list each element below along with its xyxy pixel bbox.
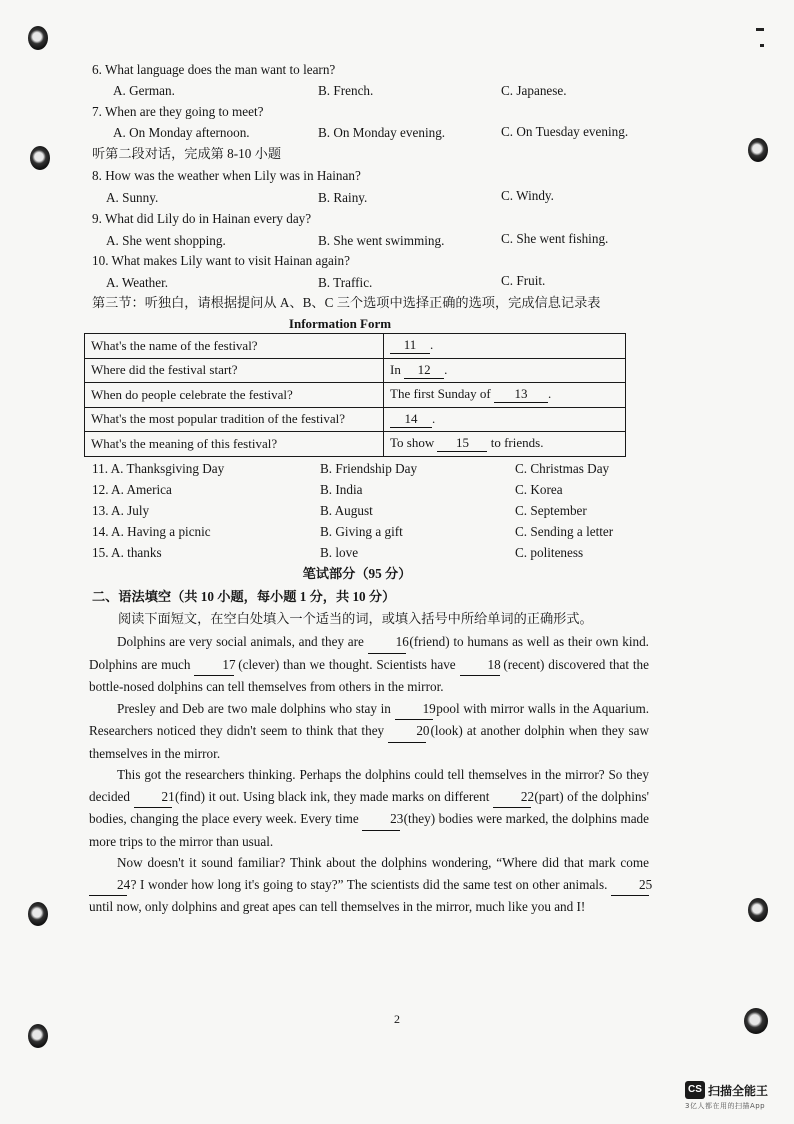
passage-paragraph-3 bbox=[89, 764, 649, 852]
blank-12[interactable]: 12 bbox=[404, 362, 444, 379]
camscanner-logo-icon: CS bbox=[685, 1081, 705, 1099]
passage-text: until now, only dolphins and great apes can tell themselves in the mirror, much like you and I! bbox=[89, 899, 586, 914]
q11-option-c[interactable]: C. Christmas Day bbox=[515, 461, 610, 476]
table-row bbox=[85, 383, 626, 408]
form-answer-cell[interactable] bbox=[384, 358, 626, 383]
grammar-heading: 二、语法填空（共 10 小题，每小题 1 分，共 10 分） bbox=[92, 589, 396, 604]
passage-text: pool with mirror walls in the Aquarium. Researchers noticed they didn't seem to think that they bbox=[89, 700, 649, 738]
q14-option-c[interactable]: C. Sending a letter bbox=[515, 524, 614, 539]
q9-option-c[interactable]: C. She went fishing. bbox=[501, 231, 609, 246]
page-number: 2 bbox=[394, 1012, 400, 1026]
binder-hole-icon bbox=[30, 146, 50, 170]
form-suffix: . bbox=[444, 361, 448, 377]
passage-text: Dolphins are very social animals, and they are bbox=[117, 634, 368, 649]
binder-hole-icon bbox=[28, 26, 48, 50]
q12-option-a[interactable]: 12. A. America bbox=[92, 482, 172, 497]
blank-13[interactable]: 13 bbox=[494, 386, 548, 403]
form-title: Information Form bbox=[288, 316, 392, 331]
blank-25[interactable]: 25 bbox=[611, 874, 649, 897]
q7-option-b[interactable]: B. On Monday evening. bbox=[318, 125, 446, 140]
question-7: 7. When are they going to meet? bbox=[92, 104, 264, 119]
q13-option-c[interactable]: C. September bbox=[515, 503, 587, 518]
passage-text: (clever) than we thought. Scientists have bbox=[234, 656, 460, 672]
q7-option-c[interactable]: C. On Tuesday evening. bbox=[501, 124, 629, 139]
q8-option-b[interactable]: B. Rainy. bbox=[318, 190, 368, 205]
blank-23[interactable]: 23 bbox=[362, 808, 400, 831]
form-suffix: . bbox=[430, 337, 434, 353]
form-question: What's the most popular tradition of the festival? bbox=[85, 407, 384, 432]
form-suffix: . bbox=[432, 410, 436, 426]
table-row bbox=[85, 407, 626, 432]
grammar-passage bbox=[89, 631, 653, 918]
blank-22[interactable]: 22 bbox=[493, 786, 531, 809]
form-question: What's the name of the festival? bbox=[85, 334, 384, 359]
blank-19[interactable]: 19 bbox=[395, 698, 433, 721]
q6-option-a[interactable]: A. German. bbox=[113, 83, 175, 98]
blank-21[interactable]: 21 bbox=[134, 786, 172, 809]
q8-option-c[interactable]: C. Windy. bbox=[501, 188, 554, 203]
q8-option-a[interactable]: A. Sunny. bbox=[106, 190, 159, 205]
passage-text: ? I wonder how long it's going to stay?” The scientists did the same test on other animals. bbox=[127, 876, 611, 892]
information-form-table bbox=[84, 333, 626, 457]
q15-option-b[interactable]: B. love bbox=[320, 545, 359, 560]
form-answer-cell[interactable] bbox=[384, 383, 626, 408]
binder-hole-icon bbox=[28, 902, 48, 926]
passage-text: (friend) to humans as well as their own kind. Dolphins are much bbox=[89, 634, 649, 672]
q13-option-b[interactable]: B. August bbox=[320, 503, 373, 518]
passage-paragraph-2 bbox=[89, 698, 649, 765]
q9-option-a[interactable]: A. She went shopping. bbox=[106, 233, 226, 248]
q6-option-b[interactable]: B. French. bbox=[318, 83, 374, 98]
form-answer-cell[interactable] bbox=[384, 407, 626, 432]
table-row bbox=[85, 334, 626, 359]
q15-option-a[interactable]: 15. A. thanks bbox=[92, 545, 162, 560]
question-8: 8. How was the weather when Lily was in Hainan? bbox=[92, 168, 361, 183]
form-suffix: . bbox=[547, 386, 552, 402]
blank-17[interactable]: 17 bbox=[194, 654, 234, 677]
q14-option-b[interactable]: B. Giving a gift bbox=[320, 524, 403, 539]
passage-text: Now doesn't it sound familiar? Think about the dolphins wondering, “Where did that mark come bbox=[117, 855, 649, 870]
grammar-instruction: 阅读下面短文，在空白处填入一个适当的词，或填入括号中所给单词的正确形式。 bbox=[118, 611, 593, 626]
q11-option-b[interactable]: B. Friendship Day bbox=[320, 461, 418, 476]
q12-option-b[interactable]: B. India bbox=[320, 482, 363, 497]
form-question: When do people celebrate the festival? bbox=[85, 383, 384, 408]
binder-hole-icon bbox=[748, 138, 768, 162]
form-prefix: To show bbox=[390, 435, 438, 451]
scanner-watermark bbox=[685, 1081, 768, 1111]
passage-text: Presley and Deb are two male dolphins who stay in bbox=[117, 700, 395, 716]
form-answer-cell[interactable] bbox=[384, 334, 626, 359]
binder-hole-icon bbox=[748, 898, 768, 922]
question-6: 6. What language does the man want to learn? bbox=[92, 62, 336, 77]
passage-text: (find) it out. Using black ink, they made marks on different bbox=[171, 788, 493, 804]
table-row bbox=[85, 432, 626, 457]
q7-option-a[interactable]: A. On Monday afternoon. bbox=[113, 125, 250, 140]
form-question: What's the meaning of this festival? bbox=[85, 432, 384, 457]
q14-option-a[interactable]: 14. A. Having a picnic bbox=[92, 524, 211, 539]
passage-text: (look) at another dolphin when they saw themselves in the mirror. bbox=[89, 723, 649, 761]
q12-option-c[interactable]: C. Korea bbox=[515, 482, 563, 497]
form-suffix: to friends. bbox=[487, 435, 544, 451]
form-question: Where did the festival start? bbox=[85, 358, 384, 383]
passage-text: This got the researchers thinking. Perhaps the dolphins could tell themselves in the mirror? So they decided bbox=[89, 767, 649, 804]
q11-option-a[interactable]: 11. A. Thanksgiving Day bbox=[92, 461, 225, 476]
form-prefix: The first Sunday of bbox=[390, 386, 494, 402]
passage-paragraph-1 bbox=[89, 631, 649, 698]
q10-option-c[interactable]: C. Fruit. bbox=[501, 273, 546, 288]
q9-option-b[interactable]: B. She went swimming. bbox=[318, 233, 445, 248]
binder-hole-icon bbox=[28, 1024, 48, 1048]
table-row bbox=[85, 358, 626, 383]
blank-14[interactable]: 14 bbox=[390, 411, 432, 428]
scanner-app-name: 扫描全能王 bbox=[708, 1083, 769, 1098]
q10-option-b[interactable]: B. Traffic. bbox=[318, 275, 373, 290]
passage-text: (recent) discovered that the bottle-nosed dolphins can tell themselves from others in the mirror. bbox=[89, 656, 649, 694]
form-answer-cell[interactable] bbox=[384, 432, 626, 457]
blank-24[interactable]: 24 bbox=[89, 874, 127, 897]
blank-18[interactable]: 18 bbox=[460, 654, 500, 677]
blank-16[interactable]: 16 bbox=[368, 631, 406, 654]
blank-15[interactable]: 15 bbox=[437, 435, 487, 452]
q10-option-a[interactable]: A. Weather. bbox=[106, 275, 169, 290]
q6-option-c[interactable]: C. Japanese. bbox=[501, 83, 567, 98]
question-9: 9. What did Lily do in Hainan every day? bbox=[92, 211, 312, 226]
form-prefix: In bbox=[390, 361, 405, 377]
q15-option-c[interactable]: C. politeness bbox=[515, 545, 584, 560]
question-10: 10. What makes Lily want to visit Hainan again? bbox=[92, 253, 350, 268]
written-part-title: 笔试部分（95 分） bbox=[302, 566, 412, 581]
passage-text: (they) bodies were marked, the dolphins made more trips to the mirror than usual. bbox=[89, 811, 650, 849]
blank-20[interactable]: 20 bbox=[388, 720, 426, 743]
section-3-heading: 第三节：听独白，请根据提问从 A、B、C 三个选项中选择正确的选项，完成信息记录表 bbox=[92, 295, 601, 310]
blank-11[interactable]: 11 bbox=[390, 337, 430, 354]
scan-mark-icon bbox=[760, 44, 764, 47]
passage-paragraph-4 bbox=[89, 852, 653, 918]
scan-mark-icon bbox=[756, 28, 764, 31]
scanner-tagline: 3亿人都在用的扫描App bbox=[685, 1102, 766, 1111]
q13-option-a[interactable]: 13. A. July bbox=[92, 503, 150, 518]
dialogue-2-instruction: 听第二段对话，完成第 8-10 小题 bbox=[92, 146, 282, 161]
passage-text: (part) of the dolphins' bodies, changing the place every week. Every time bbox=[89, 788, 649, 826]
